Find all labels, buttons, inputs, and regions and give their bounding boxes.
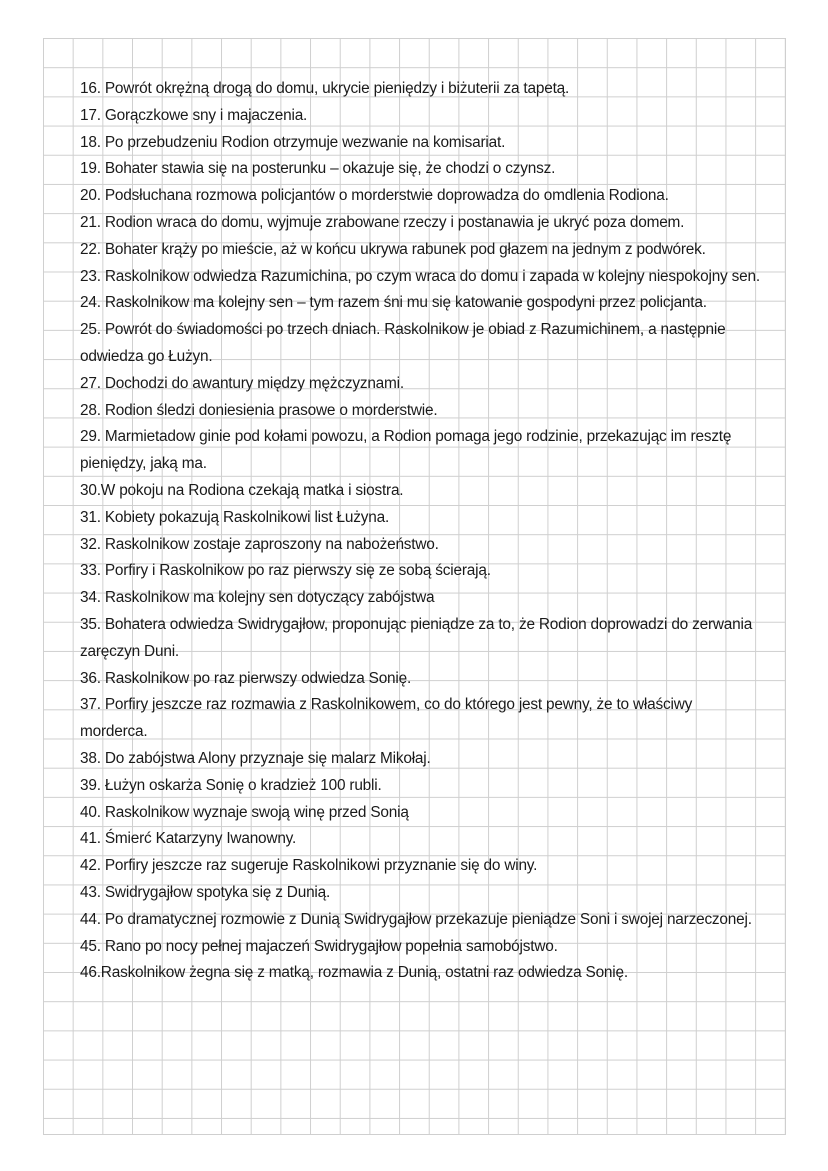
outline-item: 43. Swidrygajłow spotyka się z Dunią.	[80, 883, 331, 901]
outline-item: 16. Powrót okrężną drogą do domu, ukrycie pieniędzy i biżuterii za tapetą.	[80, 80, 570, 97]
outline-item: 40. Raskolnikow wyznaje swoją winę przed Sonią	[80, 803, 409, 821]
outline-item: 39. Łużyn oskarża Sonię o kradzież 100 rubli.	[80, 776, 382, 794]
outline-item: 18. Po przebudzeniu Rodion otrzymuje wezwanie na komisariat.	[80, 133, 506, 151]
outline-item: 38. Do zabójstwa Alony przyznaje się malarz Mikołaj.	[80, 749, 431, 767]
outline-item: 33. Porfiry i Raskolnikow po raz pierwszy się ze sobą ścierają.	[80, 562, 491, 580]
outline-item: 19. Bohater stawia się na posterunku – okazuje się, że chodzi o czynsz.	[80, 160, 556, 178]
outline-item: 29. Marmietadow ginie pod kołami powozu, a Rodion pomaga jego rodzinie, przekazując im resztę pieniędzy, jaką ma.	[80, 428, 732, 473]
outline-item: 46.Raskolnikow żegna się z matką, rozmawia z Dunią, ostatni raz odwiedza Sonię.	[80, 964, 628, 982]
outline-item: 32. Raskolnikow zostaje zaproszony na nabożeństwo.	[80, 535, 439, 553]
outline-item: 25. Powrót do świadomości po trzech dniach. Raskolnikow je obiad z Razumichinem, a następnie odwiedza go Łużyn.	[80, 321, 726, 365]
outline-item: 35. Bohatera odwiedza Swidrygajłow, proponując pieniądze za to, że Rodion doprowadzi do zerwania zaręczyn Duni.	[80, 615, 753, 660]
plot-outline-list	[80, 76, 760, 987]
outline-item: 17. Gorączkowe sny i majaczenia.	[80, 106, 308, 124]
outline-item: 45. Rano po nocy pełnej majaczeń Swidrygajłow popełnia samobójstwo.	[80, 937, 558, 955]
outline-item: 44. Po dramatycznej rozmowie z Dunią Swidrygajłow przekazuje pieniądze Soni i swojej narzeczonej.	[80, 910, 752, 928]
outline-item: 22. Bohater krąży po mieście, aż w końcu ukrywa rabunek pod głazem na jednym z podwórek.	[80, 240, 706, 258]
outline-item: 30.W pokoju na Rodiona czekają matka i siostra.	[80, 481, 404, 499]
outline-item: 36. Raskolnikow po raz pierwszy odwiedza Sonię.	[80, 669, 412, 687]
outline-item: 21. Rodion wraca do domu, wyjmuje zrabowane rzeczy i postanawia je ukryć poza domem.	[80, 213, 685, 231]
outline-item: 20. Podsłuchana rozmowa policjantów o morderstwie doprowadza do omdlenia Rodiona.	[80, 187, 669, 205]
outline-item: 42. Porfiry jeszcze raz sugeruje Raskolnikowi przyznanie się do winy.	[80, 857, 538, 875]
outline-item: 41. Śmierć Katarzyny Iwanowny.	[80, 830, 297, 848]
outline-item: 34. Raskolnikow ma kolejny sen dotyczący zabójstwa	[80, 589, 435, 607]
outline-item: 37. Porfiry jeszcze raz rozmawia z Raskolnikowem, co do którego jest pewny, że to właściwy morderca.	[80, 696, 693, 741]
outline-item: 28. Rodion śledzi doniesienia prasowe o morderstwie.	[80, 401, 438, 419]
outline-item: 31. Kobiety pokazują Raskolnikowi list Łużyna.	[80, 508, 390, 526]
outline-item: 24. Raskolnikow ma kolejny sen – tym razem śni mu się katowanie gospodyni przez policjanta.	[80, 294, 707, 312]
outline-item: 23. Raskolnikow odwiedza Razumichina, po czym wraca do domu i zapada w kolejny niespokojny sen.	[80, 267, 760, 285]
outline-item: 27. Dochodzi do awantury między mężczyznami.	[80, 374, 404, 392]
